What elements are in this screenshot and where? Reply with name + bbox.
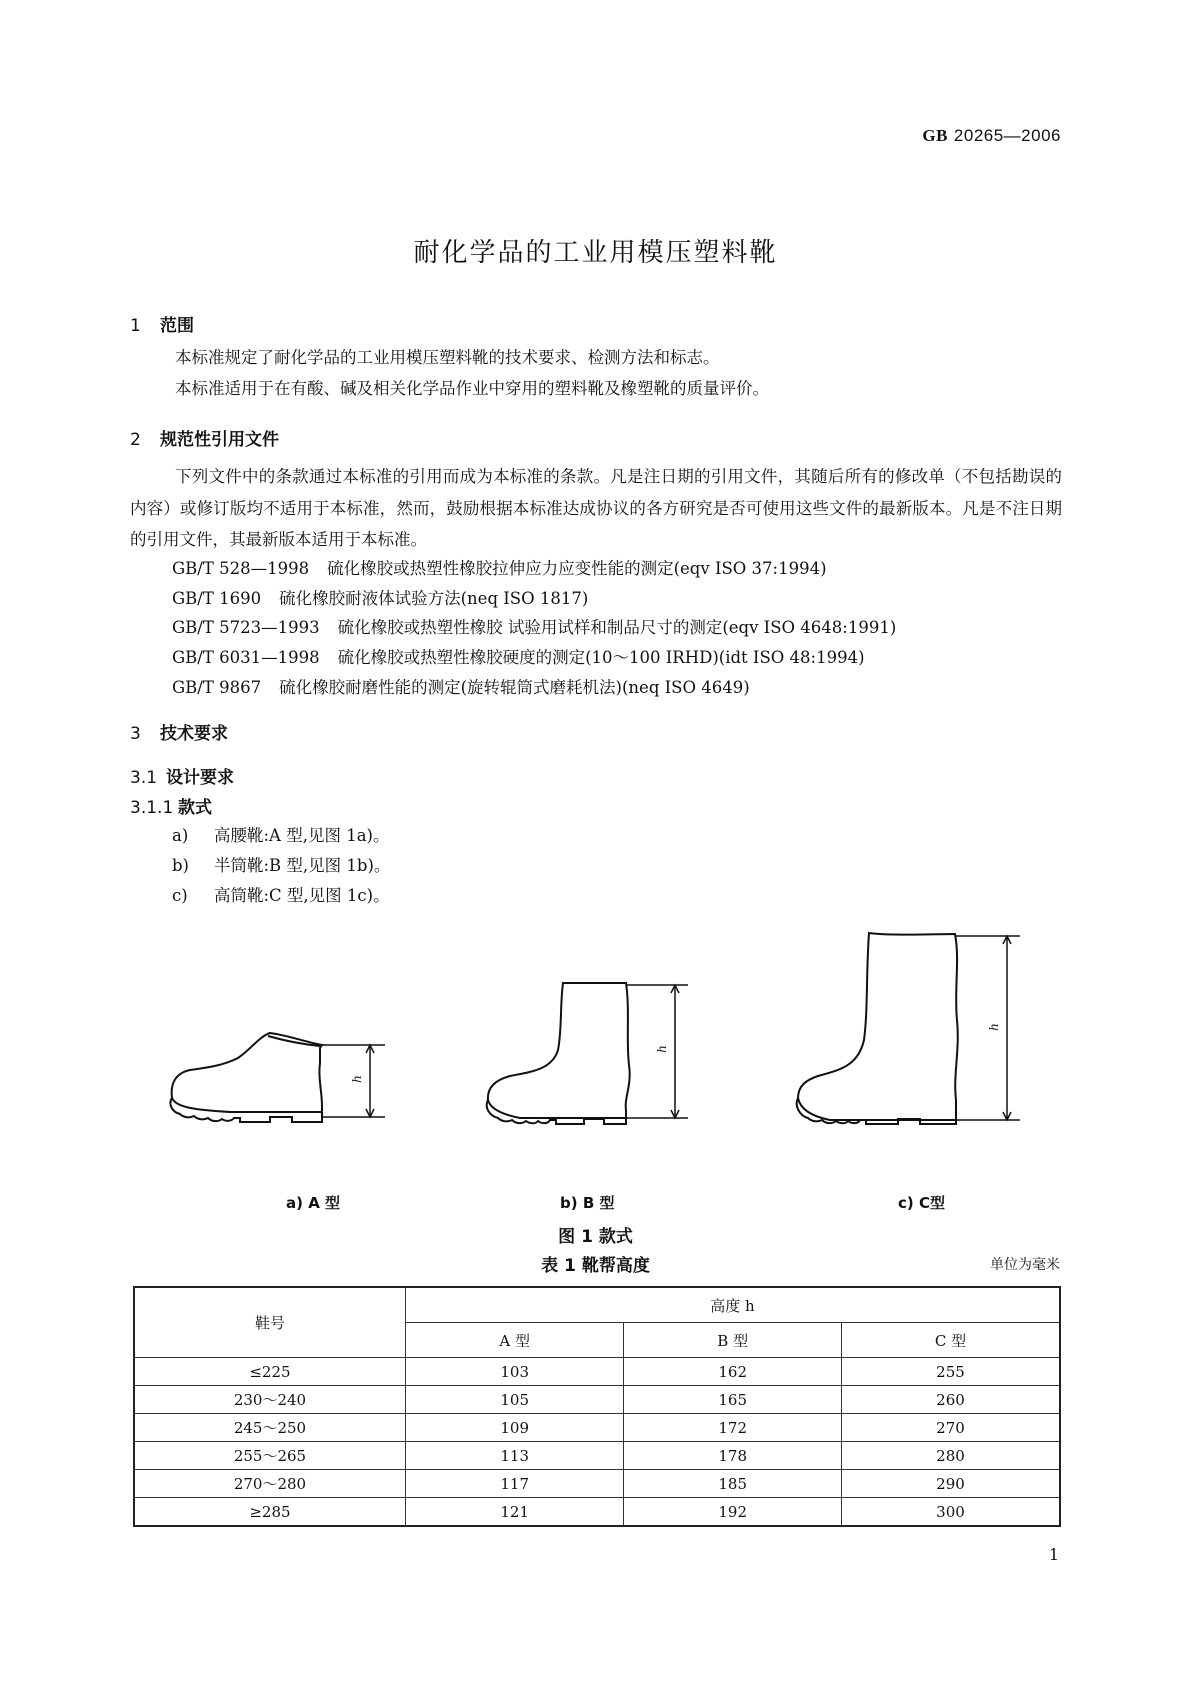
- cell-b: 165: [624, 1386, 842, 1414]
- list-text: 高筒靴:C 型,见图 1c)。: [214, 886, 390, 905]
- cell-b: 185: [624, 1470, 842, 1498]
- standard-prefix: GB: [922, 126, 948, 145]
- cell-a: 103: [405, 1358, 624, 1386]
- figure-caption-b: b) B 型: [560, 1194, 615, 1212]
- cell-size: 255～265: [134, 1442, 405, 1470]
- reference-title: 硫化橡胶或热塑性橡胶 试验用试样和制品尺寸的测定(eqv ISO 4648:1991): [337, 618, 897, 637]
- dimension-label-c: h: [986, 1023, 1001, 1031]
- section-title: 范围: [160, 316, 194, 336]
- cell-a: 121: [405, 1498, 624, 1527]
- list-text: 高腰靴:A 型,见图 1a)。: [214, 826, 390, 845]
- section-title: 规范性引用文件: [160, 430, 279, 450]
- reference-code: GB/T 528—1998: [172, 559, 310, 578]
- section-number: 2: [130, 430, 141, 450]
- cell-c: 255: [841, 1358, 1060, 1386]
- boot-type-c-drawing: [797, 933, 958, 1124]
- table-row: [134, 1498, 1060, 1527]
- list-marker: a): [172, 826, 189, 845]
- boot-type-b-drawing: [487, 983, 630, 1124]
- table-unit: 单位为毫米: [990, 1257, 1060, 1273]
- reference-title: 硫化橡胶耐磨性能的测定(旋转辊筒式磨耗机法)(neq ISO 4649): [279, 678, 750, 697]
- standard-code: 20265—2006: [953, 126, 1061, 145]
- table-header-type-b: B 型: [624, 1323, 842, 1358]
- subsubsection-number: 3.1.1: [130, 798, 174, 818]
- cell-size: 245～250: [134, 1414, 405, 1442]
- table-header-height: 高度 h: [405, 1287, 1060, 1323]
- cell-c: 300: [841, 1498, 1060, 1527]
- cell-b: 172: [624, 1414, 842, 1442]
- reference-code: GB/T 9867: [172, 678, 262, 697]
- cell-size: 230～240: [134, 1386, 405, 1414]
- cell-b: 178: [624, 1442, 842, 1470]
- paragraph: 本标准规定了耐化学品的工业用模压塑料靴的技术要求、检测方法和标志。: [175, 348, 720, 367]
- table-row: [134, 1442, 1060, 1470]
- table-row: [134, 1414, 1060, 1442]
- cell-size: ≤225: [134, 1358, 405, 1386]
- paragraph: 下列文件中的条款通过本标准的引用而成为本标准的条款。凡是注日期的引用文件，其随后所有的修改单（不包括勘误的内容）或修订版均不适用于本标准，然而，鼓励根据本标准达成协议的各方研究是否可使用这些文件的最新版本。凡是不注日期的引用文件，其最新版本适用于本标准。: [130, 467, 1062, 549]
- subsection-title: 设计要求: [166, 768, 234, 788]
- cell-c: 280: [841, 1442, 1060, 1470]
- table-row: [134, 1358, 1060, 1386]
- figure-caption-c: c) C型: [898, 1194, 945, 1212]
- section-title: 技术要求: [160, 724, 228, 744]
- list-marker: c): [172, 886, 188, 905]
- cell-size: 270～280: [134, 1470, 405, 1498]
- cell-c: 260: [841, 1386, 1060, 1414]
- page-number: 1: [1048, 1545, 1059, 1564]
- document-title: 耐化学品的工业用模压塑料靴: [413, 238, 778, 268]
- dimension-label-b: h: [654, 1045, 669, 1053]
- dimension-label-a: h: [349, 1075, 364, 1083]
- cell-c: 270: [841, 1414, 1060, 1442]
- boot-height-table: [133, 1286, 1061, 1527]
- table-header-type-c: C 型: [841, 1323, 1060, 1358]
- list-text: 半筒靴:B 型,见图 1b)。: [214, 856, 391, 875]
- figure-caption-a: a) A 型: [286, 1194, 341, 1212]
- table-header-type-a: A 型: [405, 1323, 624, 1358]
- cell-c: 290: [841, 1470, 1060, 1498]
- cell-a: 113: [405, 1442, 624, 1470]
- section-number: 1: [130, 316, 141, 336]
- reference-code: GB/T 1690: [172, 589, 262, 608]
- cell-a: 109: [405, 1414, 624, 1442]
- list-marker: b): [172, 856, 189, 875]
- reference-code: GB/T 5723—1993: [172, 618, 320, 637]
- cell-a: 105: [405, 1386, 624, 1414]
- cell-size: ≥285: [134, 1498, 405, 1527]
- subsubsection-title: 款式: [178, 798, 212, 818]
- section-number: 3: [130, 724, 141, 744]
- figure-title: 图 1 款式: [558, 1227, 633, 1247]
- boot-type-a-drawing: [170, 1033, 322, 1122]
- reference-title: 硫化橡胶或热塑性橡胶硬度的测定(10～100 IRHD)(idt ISO 48:1994): [337, 648, 865, 667]
- table-title: 表 1 靴帮高度: [541, 1256, 650, 1276]
- cell-b: 192: [624, 1498, 842, 1527]
- table-row: [134, 1386, 1060, 1414]
- reference-title: 硫化橡胶或热塑性橡胶拉伸应力应变性能的测定(eqv ISO 37:1994): [327, 559, 827, 578]
- table-header-size: 鞋号: [134, 1287, 405, 1358]
- cell-a: 117: [405, 1470, 624, 1498]
- subsection-number: 3.1: [130, 768, 158, 788]
- reference-code: GB/T 6031—1998: [172, 648, 320, 667]
- paragraph: 本标准适用于在有酸、碱及相关化学品作业中穿用的塑料靴及橡塑靴的质量评价。: [175, 379, 769, 398]
- cell-b: 162: [624, 1358, 842, 1386]
- table-row: [134, 1470, 1060, 1498]
- reference-title: 硫化橡胶耐液体试验方法(neq ISO 1817): [279, 589, 589, 608]
